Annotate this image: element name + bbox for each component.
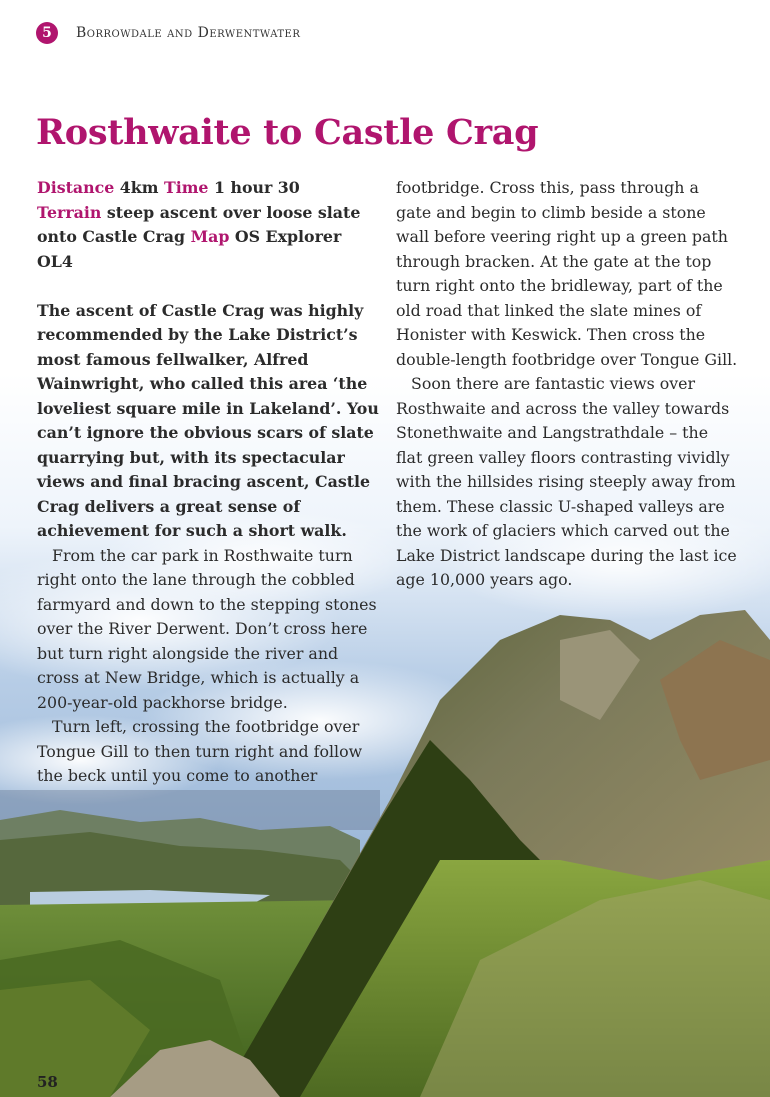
terrain-label: Terrain	[37, 202, 102, 222]
running-head: Borrowdale and Derwentwater	[76, 25, 301, 41]
terrain-value: steep ascent over loose slate onto Castle Crag	[37, 202, 361, 246]
map-label: Map	[190, 227, 230, 246]
time-value: 1 hour 30	[213, 178, 300, 197]
page-header	[36, 22, 300, 44]
route-meta	[37, 176, 379, 274]
body-paragraph-3: Soon there are fantastic views over Rosthwaite and across the valley towards Stonethwaite and Langstrathdale – the flat green valley floors contrasting vividly with the hillsides rising steeply away from them. These classic U-shaped valleys are the work of glaciers which carved out the Lake District landscape during the last ice age 10,000 years ago.	[396, 374, 737, 589]
distance-value: 4km	[119, 178, 159, 197]
page-title: Rosthwaite to Castle Crag	[36, 112, 539, 153]
chapter-number-badge: 5	[36, 22, 58, 44]
body-paragraph-1: From the car park in Rosthwaite turn right onto the lane through the cobbled farmyard and down to the stepping stones over the River Derwent. Don’t cross here but turn right alongside the river and cross at New Bridge, which is actually a 200-year-old packhorse bridge.	[37, 545, 377, 712]
time-label: Time	[163, 178, 209, 197]
body-paragraph-2: Turn left, crossing the footbridge over Tongue Gill to then turn right and follow the beck until you come to another	[37, 717, 363, 785]
left-column	[37, 176, 379, 789]
page-number: 58	[37, 1073, 58, 1091]
distance-label: Distance	[37, 178, 115, 197]
body-paragraph-2-continued: footbridge. Cross this, pass through a gate and begin to climb beside a stone wall before veering right up a green path through bracken. At the gate at the top turn right onto the bridleway, part of the old road that linked the slate mines of Honister with Keswick. Then cross the double-length footbridge over Tongue Gill.	[396, 178, 738, 369]
intro-paragraph: The ascent of Castle Crag was highly recommended by the Lake District’s most famous fellwalker, Alfred Wainwright, who called this area ‘the loveliest square mile in Lakeland’. You can’t ignore the obvious scars of slate quarrying but, with its spectacular views and final bracing ascent, Castle Crag delivers a great sense of achievement for such a short walk.	[37, 300, 379, 540]
map-value: OS Explorer OL4	[37, 227, 342, 271]
right-column	[396, 176, 738, 593]
